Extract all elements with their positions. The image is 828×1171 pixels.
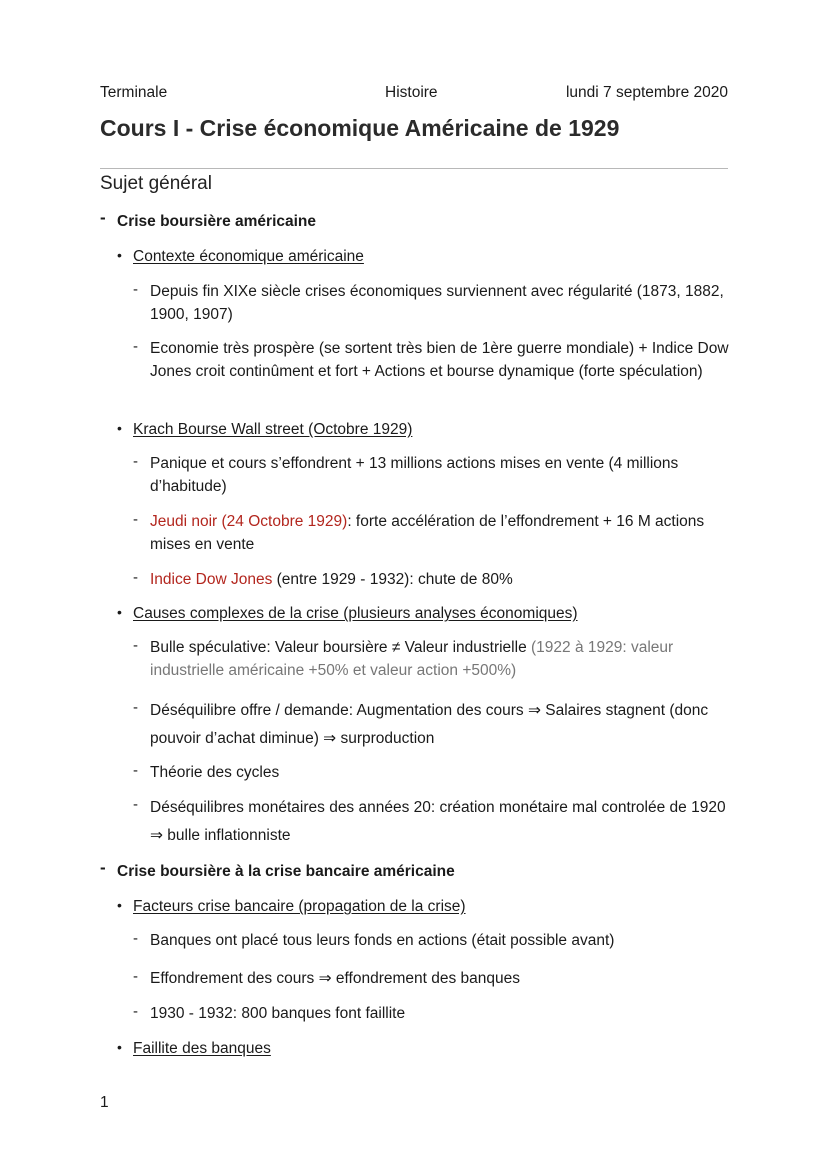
title-divider xyxy=(100,168,728,169)
item-dash-icon: - xyxy=(133,968,138,985)
header-date: lundi 7 septembre 2020 xyxy=(565,84,728,101)
page-title: Cours I - Crise économique Américaine de 1929 xyxy=(100,115,620,141)
bullet-icon: • xyxy=(117,1039,122,1055)
page-number: 1 xyxy=(100,1094,109,1111)
highlight-text: Jeudi noir (24 Octobre 1929) xyxy=(150,513,348,530)
bullet-icon: • xyxy=(117,604,122,620)
item-body-text: : forte accélération de l’effondrement + 16 M actions mises en vente xyxy=(150,513,705,553)
item-dash-icon: - xyxy=(133,762,138,779)
subsection-title: Causes complexes de la crise (plusieurs analyses économiques) xyxy=(133,605,578,622)
bullet-icon: • xyxy=(117,247,122,263)
item-dash-icon: - xyxy=(133,453,138,470)
subsection-title: Facteurs crise bancaire (propagation de la crise) xyxy=(133,898,466,915)
list-item: Théorie des cycles xyxy=(150,764,280,781)
list-item: Panique et cours s’effondrent + 13 millions actions mises en vente (4 millions d’habitude) xyxy=(150,455,679,495)
list-item: 1930 - 1932: 800 banques font faillite xyxy=(150,1005,406,1022)
item-dash-icon: - xyxy=(133,281,138,298)
list-item: Depuis fin XIXe siècle crises économiques surviennent avec régularité (1873, 1882, 1900, 1907) xyxy=(150,283,724,323)
item-note-text: (1922 à 1929: valeur industrielle américaine +50% et valeur action +500%) xyxy=(150,639,674,679)
section-dash-icon: - xyxy=(100,208,106,227)
subsection-title: Contexte économique américaine xyxy=(133,248,364,265)
item-body-text: Bulle spéculative: Valeur boursière ≠ Valeur industrielle xyxy=(150,639,531,656)
item-body-text: (entre 1929 - 1932): chute de 80% xyxy=(272,571,513,588)
list-item: Effondrement des cours ⇒ effondrement des banques xyxy=(150,970,521,987)
section-title: Crise boursière américaine xyxy=(117,213,317,230)
subsection-title: Faillite des banques xyxy=(133,1040,271,1057)
bullet-icon: • xyxy=(117,897,122,913)
list-item: Déséquilibres monétaires des années 20: création monétaire mal controlée de 1920 ⇒ bulle inflationniste xyxy=(150,799,726,844)
highlight-text: Indice Dow Jones xyxy=(150,571,273,588)
page-header xyxy=(100,84,728,104)
item-dash-icon: - xyxy=(133,569,138,586)
section-dash-icon: - xyxy=(100,858,106,877)
list-item xyxy=(150,510,730,556)
list-item xyxy=(150,568,730,591)
item-dash-icon: - xyxy=(133,699,138,716)
list-item: Banques ont placé tous leurs fonds en actions (était possible avant) xyxy=(150,932,615,949)
item-dash-icon: - xyxy=(133,511,138,528)
list-item: Déséquilibre offre / demande: Augmentation des cours ⇒ Salaires stagnent (donc pouvoir d’achat diminue) ⇒ surproduction xyxy=(150,702,709,747)
header-subject: Histoire xyxy=(385,84,438,101)
item-dash-icon: - xyxy=(133,1003,138,1020)
subject-heading: Sujet général xyxy=(100,173,212,194)
subsection-title: Krach Bourse Wall street (Octobre 1929) xyxy=(133,421,413,438)
item-dash-icon: - xyxy=(133,796,138,813)
list-item: Economie très prospère (se sortent très bien de 1ère guerre mondiale) + Indice Dow Jones croit continûment et fort + Actions et bourse dynamique (forte spéculation) xyxy=(150,340,729,380)
section-title: Crise boursière à la crise bancaire américaine xyxy=(117,863,455,880)
item-dash-icon: - xyxy=(133,637,138,654)
list-item xyxy=(150,636,730,682)
bullet-icon: • xyxy=(117,420,122,436)
item-dash-icon: - xyxy=(133,338,138,355)
item-dash-icon: - xyxy=(133,930,138,947)
header-class-level: Terminale xyxy=(100,84,168,101)
